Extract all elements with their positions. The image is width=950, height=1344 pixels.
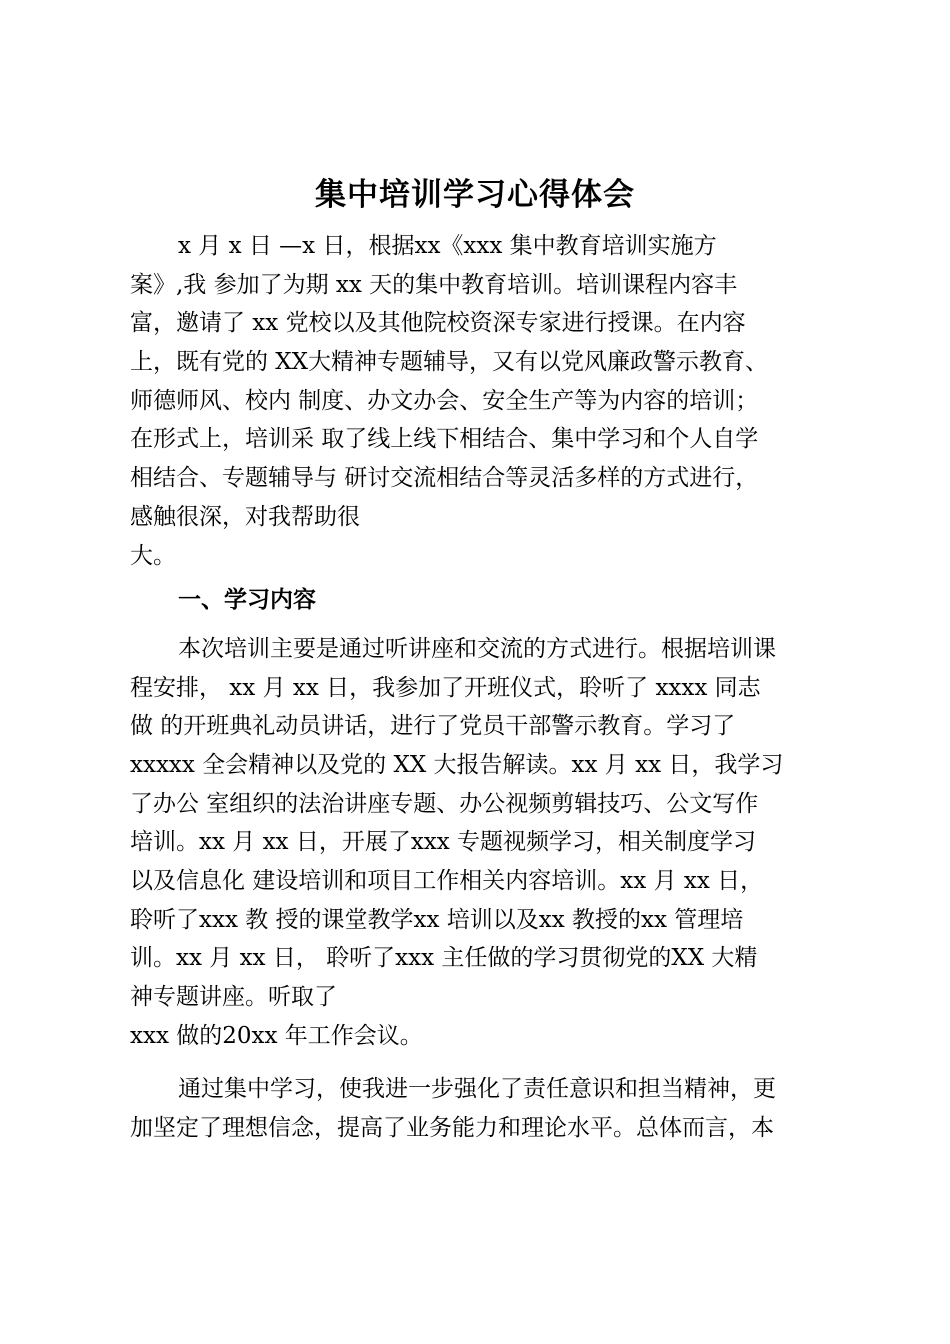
- text-line: 培训。xx 月 xx 日，开展了xxx 专题视频学习，相关制度学习: [130, 829, 757, 856]
- text-line: x 月 x 日 —x 日，根据xx《xxx 集中教育培训实施方: [178, 233, 717, 259]
- document-title: 集中培训学习心得体会: [315, 177, 635, 213]
- intro-paragraph: [130, 227, 830, 575]
- text-line: 在形式上，培训采 取了线上线下相结合、集中学习和个人自学: [130, 426, 759, 453]
- section-heading: 一、学习内容: [178, 587, 316, 614]
- text-line: 案》,我 参加了为期 xx 天的集中教育培训。培训课程内容丰: [130, 271, 738, 298]
- section1-paragraph-1: [130, 630, 830, 1056]
- section1-paragraph-2: [130, 1070, 830, 1147]
- text-line: 上，既有党的 XX大精神专题辅导，又有以党风廉政警示教育、: [130, 349, 769, 376]
- text-line: 聆听了xxx 教 授的课堂教学xx 培训以及xx 教授的xx 管理培: [130, 906, 744, 933]
- text-line: 训。xx 月 xx 日， 聆听了xxx 主任做的学习贯彻党的XX 大精: [130, 945, 758, 972]
- text-line: 本次培训主要是通过听讲座和交流的方式进行。根据培训课: [178, 635, 776, 662]
- text-line: 通过集中学习，使我进一步强化了责任意识和担当精神，更: [178, 1076, 776, 1103]
- text-line: 程安排， xx 月 xx 日，我参加了开班仪式，聆听了 xxxx 同志: [130, 674, 761, 701]
- text-line: xxx 做的20xx 年工作会议。: [130, 1022, 423, 1049]
- text-line: 做 的开班典礼动员讲话，进行了党员干部警示教育。学习了: [130, 713, 736, 740]
- text-line: 加坚定了理想信念，提高了业务能力和理论水平。总体而言，本: [130, 1115, 774, 1142]
- text-line: 了办公 室组织的法治讲座专题、办公视频剪辑技巧、公文写作: [130, 790, 759, 817]
- text-line: 感触很深，对我帮助很: [130, 503, 360, 530]
- text-line: xxxxx 全会精神以及党的 XX 大报告解读。xx 月 xx 日，我学习: [130, 751, 784, 778]
- text-line: 相结合、专题辅导与 研讨交流相结合等灵活多样的方式进行，: [130, 465, 759, 492]
- document-body: [130, 227, 830, 1148]
- text-line: 神专题讲座。听取了: [130, 984, 337, 1011]
- text-line: 富，邀请了 xx 党校以及其他院校资深专家进行授课。在内容: [130, 310, 746, 337]
- text-line: 以及信息化 建设培训和项目工作相关内容培训。xx 月 xx 日，: [130, 868, 764, 894]
- text-line: 师德师风、校内 制度、办文办会、安全生产等为内容的培训；: [130, 387, 759, 414]
- paragraph-gap: [130, 1055, 830, 1070]
- text-line: 大。: [130, 542, 176, 569]
